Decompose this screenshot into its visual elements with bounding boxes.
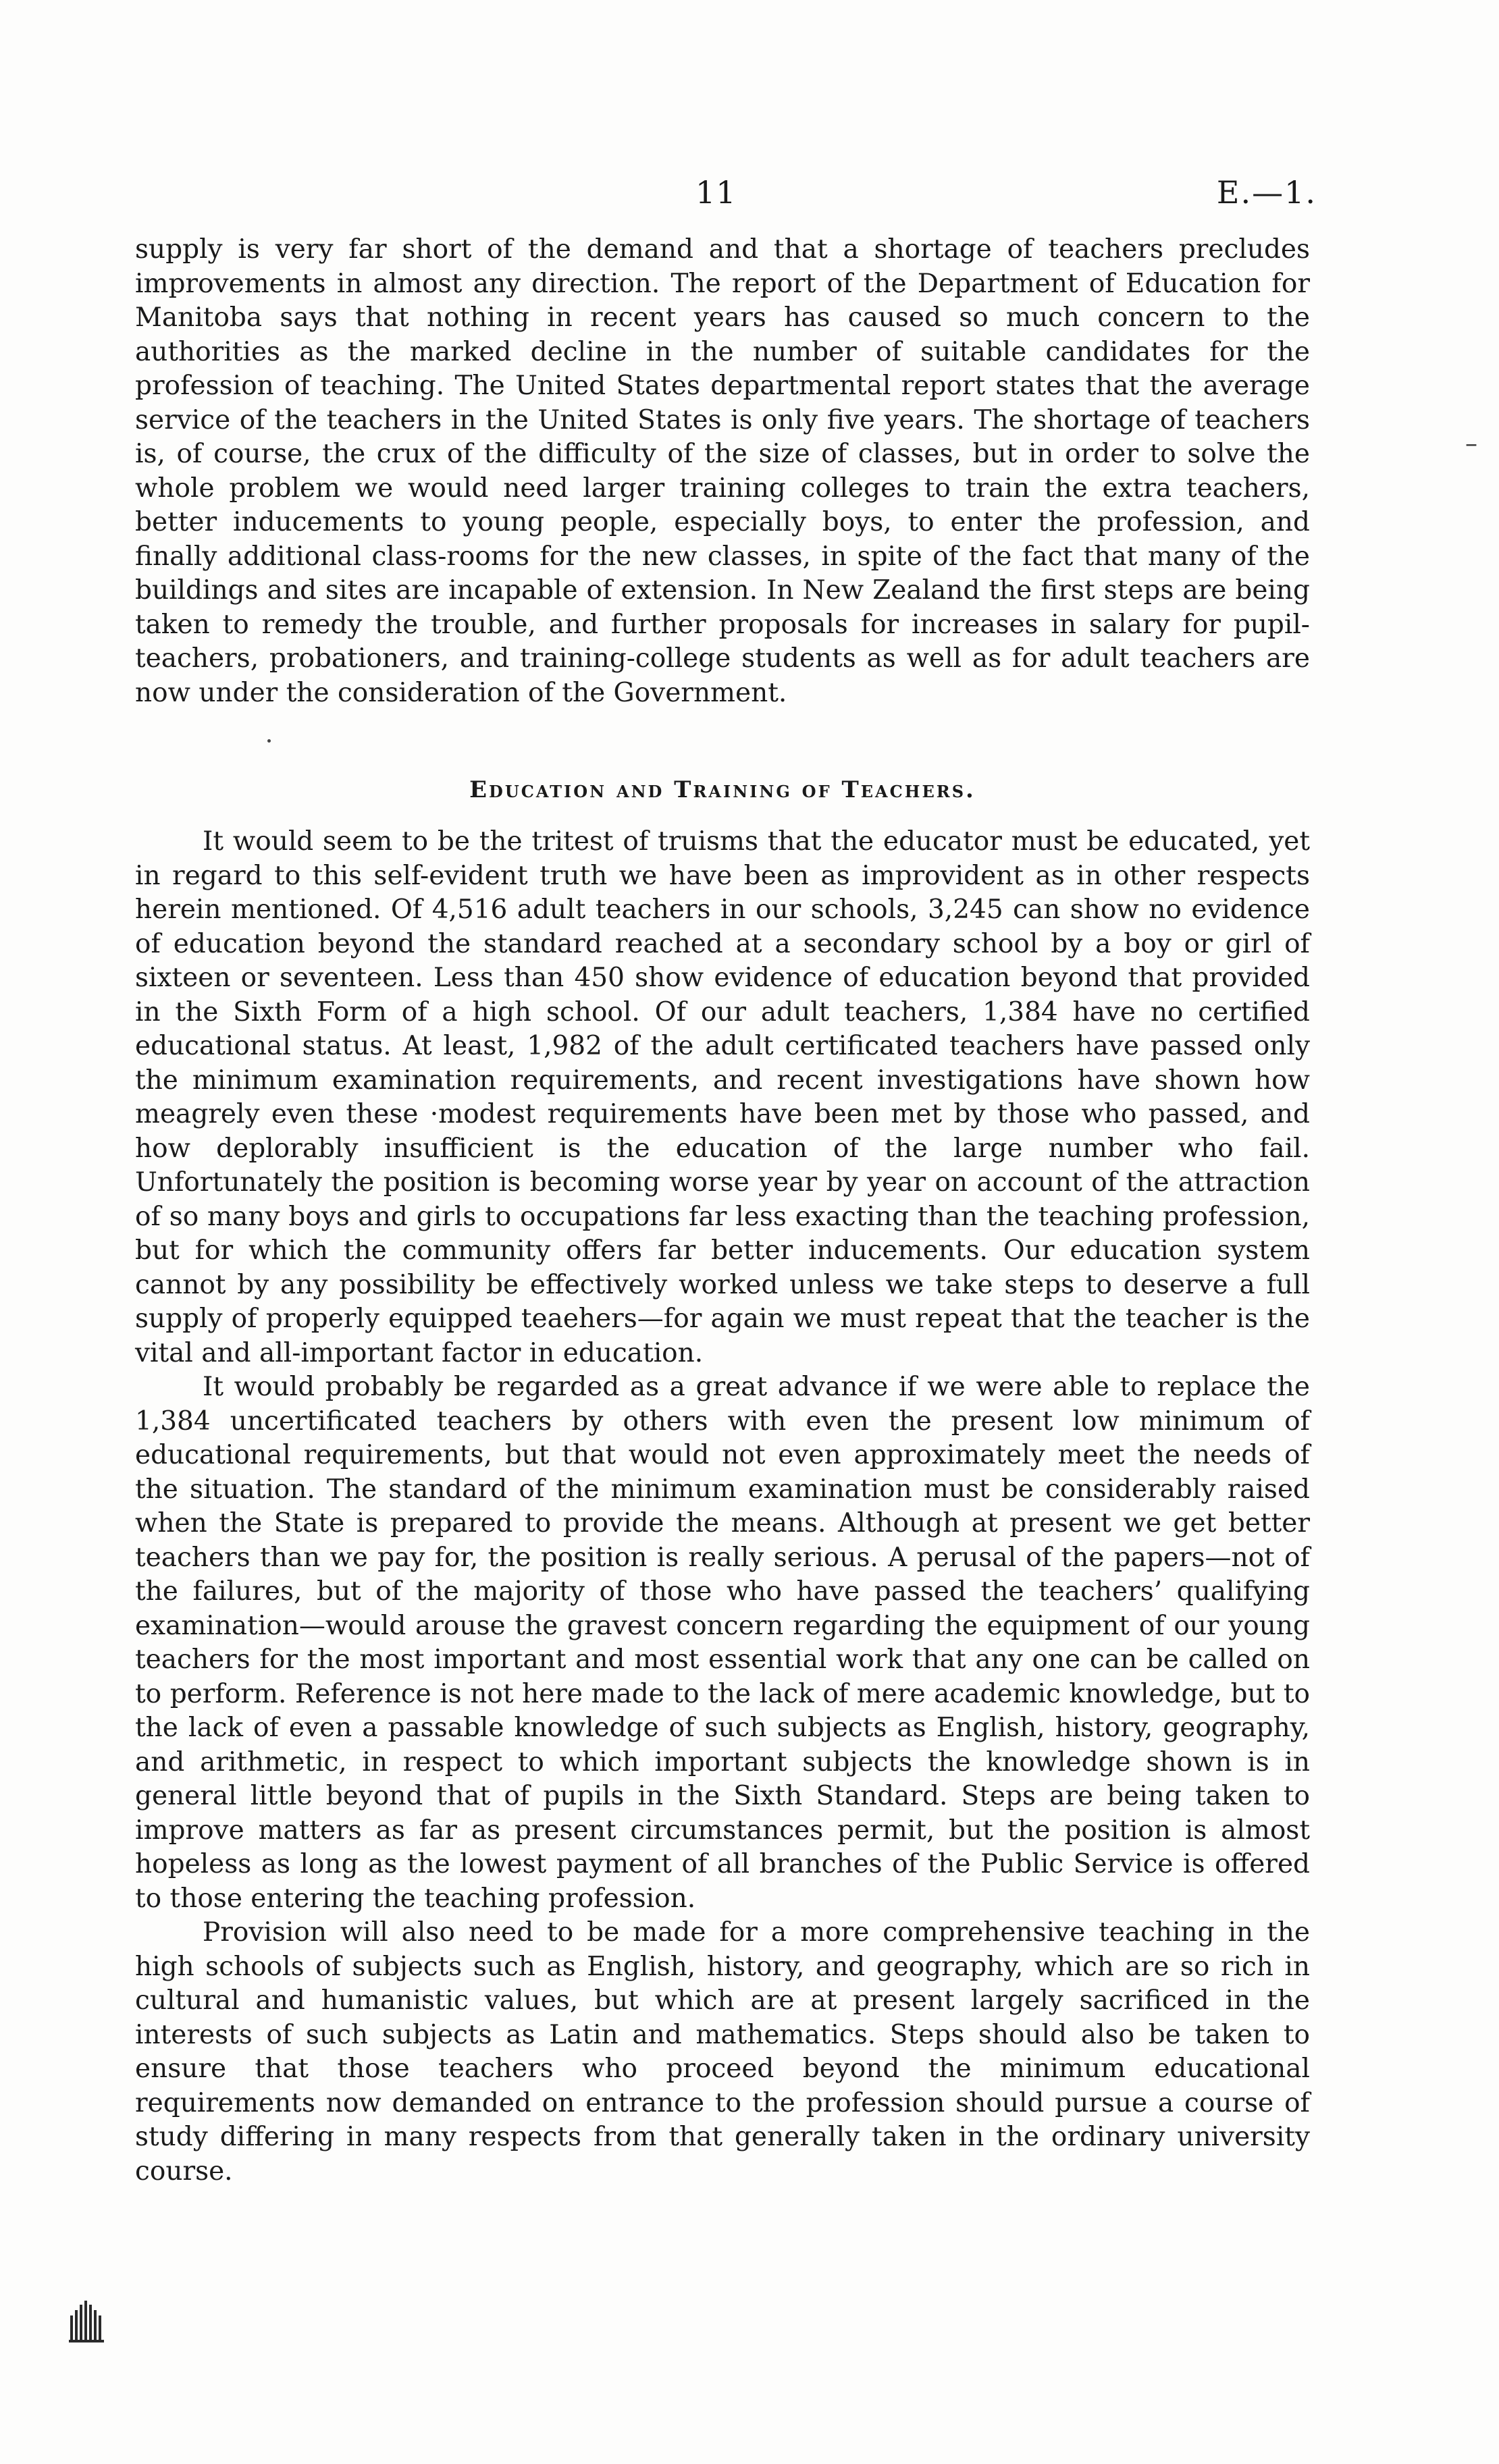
document-reference: E.—1. bbox=[1216, 174, 1317, 211]
margin-dash-mark: – bbox=[1465, 430, 1477, 458]
section-heading: Education and Training of Teachers. bbox=[469, 776, 976, 803]
library-stamp-icon bbox=[68, 2295, 108, 2344]
paragraph-uncertificated-teachers: It would probably be regarded as a great advance if we were able to replace the 1,384 uncertificated teachers by others with even the present low minimum of educational requirements, but that would not even approximately meet the needs of the situation. The standard of the minimum examination must be considerably raised when the State is prepared to provide the means. Although at present we get better teachers than we pay for, the position is really serious. A perusal of the papers—not of the failures, but of the majority of those who have passed the teachers’ qualifying examination—would arouse the gravest concern regarding the equipment of our young teachers for the most important and most essential work that any one can be called on to perform. Reference is not here made to the lack of mere academic knowledge, but to the lack of even a passable knowledge of such subjects as English, history, geography, and arithmetic, in respect to which important subjects the knowledge shown is in general little beyond that of pupils in the Sixth Standard. Steps are being taken to improve matters as far as present circumstances permit, but the position is almost hopeless as long as the lowest payment of all branches of the Public Service is offered to those entering the teaching profession. bbox=[135, 1372, 1310, 1914]
paragraph-high-school-provision: Provision will also need to be made for a more comprehensive teaching in the high schools of subjects such as English, history, and geography, which are so rich in cultural and humanistic values, but which are at present largely sacrificed in the interests of such subjects as Latin and mathematics. Steps should also be taken to ensure that those teachers who proceed beyond the minimum educational requirements now demanded on entrance to the profession should pursue a course of study differing in many respects from that generally taken in the ordinary university course. bbox=[135, 1917, 1310, 2187]
intro-paragraph: supply is very far short of the demand and that a shortage of teachers precludes improvements in almost any direction. The report of the Department of Education for Manitoba says that nothing in recent years has caused so much concern to the authorities as the marked decline in the number of suitable candidates for the profession of teaching. The United States departmental report states that the average service of the teachers in the United States is only five years. The shortage of teachers is, of course, the crux of the difficulty of the size of classes, but in order to solve the whole problem we would need larger training colleges to train the extra teachers, better inducements to young people, especially boys, to enter the profession, and finally additional class-rooms for the new classes, in spite of the fact that many of the buildings and sites are incapable of extension. In New Zealand the first steps are being taken to remedy the trouble, and further proposals for increases in salary for pupil-teachers, probationers, and training-college students as well as for adult teachers are now under the consideration of the Government. bbox=[135, 234, 1310, 708]
paragraph-education-of-teachers: It would seem to be the tritest of truisms that the educator must be educated, yet in regard to this self-evident truth we have been as improvident as in other respects herein mentioned. Of 4,516 adult teachers in our schools, 3,245 can show no evidence of education beyond the standard reached at a secondary school by a boy or girl of sixteen or seventeen. Less than 450 show evidence of education beyond that provided in the Sixth Form of a high school. Of our adult teachers, 1,384 have no certified educational status. At least, 1,982 of the adult certificated teachers have passed only the minimum examination requirements, and recent investigations have shown how meagrely even these ·modest requirements have been met by those who passed, and how deplorably insufficient is the education of the large number who fail. Unfortunately the position is becoming worse year by year on account of the attraction of so many boys and girls to occupations far less exacting than the teaching profession, but for which the community offers far better inducements. Our education system cannot by any possibility be effectively worked unless we take steps to deserve a full supply of properly equipped teaehers—for again we must repeat that the teacher is the vital and all-important factor in education. bbox=[135, 826, 1310, 1368]
body-text bbox=[135, 233, 1310, 2189]
page-number: 11 bbox=[695, 174, 737, 211]
